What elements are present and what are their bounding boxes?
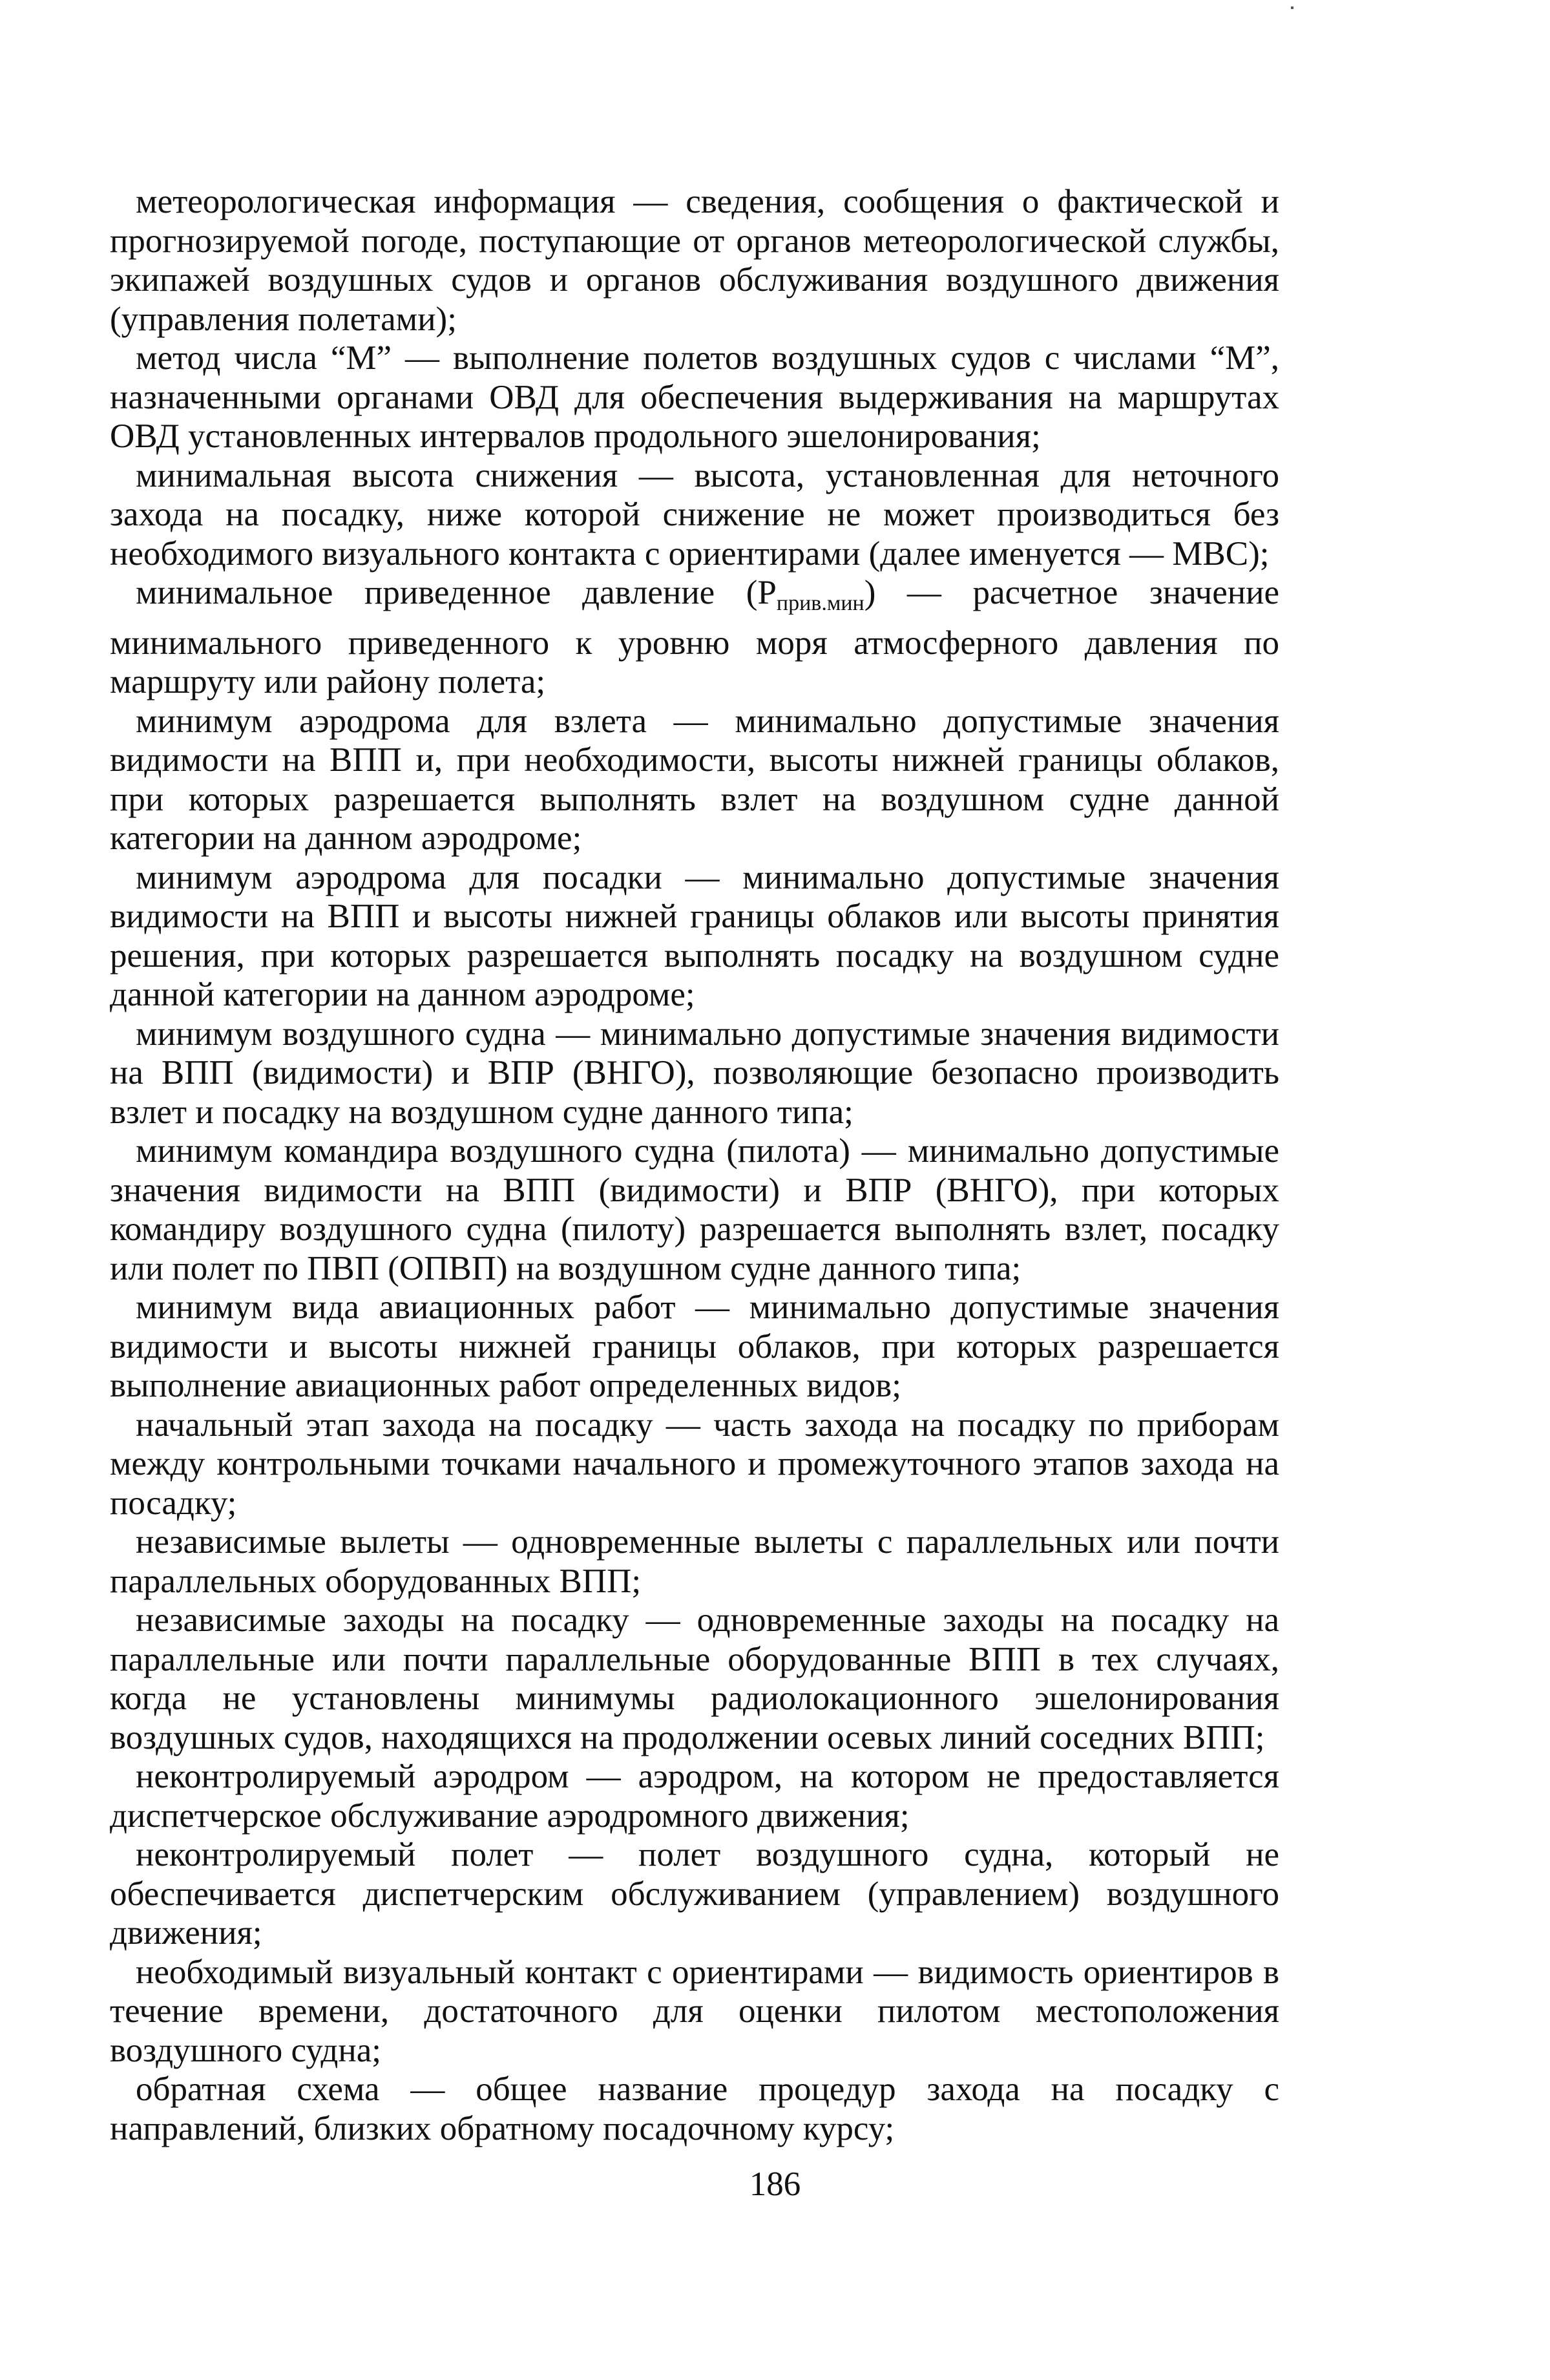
scan-speck <box>1291 6 1293 9</box>
definition-paragraph: метеорологическая информация — сведения, сообщения о фактической и прогнозируемой погоде, поступающие от органов метеорологической службы, экипажей воздушных судов и органов обслуживания воздушного движения (управления полетами); <box>110 183 1279 338</box>
definitions-text <box>110 182 1279 2148</box>
definition-paragraph: независимые заходы на посадку — одновременные заходы на посадку на параллельные или почти параллельные оборудованные ВПП в тех случаях, когда не установлены минимумы радиолокационного эшелонирования воздушных судов, находящихся на продолжении осевых линий соседних ВПП; <box>110 1601 1279 1756</box>
definition-paragraph: минимум воздушного судна — минимально допустимые значения видимости на ВПП (видимости) и ВПР (ВНГО), позволяющие безопасно производить взлет и посадку на воздушном судне данного типа; <box>110 1015 1279 1131</box>
definition-paragraph: метод числа “M” — выполнение полетов воздушных судов с числами “M”, назначенными органами ОВД для обеспечения выдерживания на маршрутах ОВД установленных интервалов продольного эшелонирования; <box>110 339 1279 455</box>
definition-paragraph: минимум аэродрома для посадки — минимально допустимые значения видимости на ВПП и высоты нижней границы облаков или высоты принятия решения, при которых разрешается выполнять посадку на воздушном судне данной категории на данном аэродроме; <box>110 858 1279 1013</box>
definition-text-start: минимальное приведенное давление (P <box>136 574 777 611</box>
definition-paragraph: минимум вида авиационных работ — минимально допустимые значения видимости и высоты нижней границы облаков, при которых разрешается выполнение авиационных работ определенных видов; <box>110 1289 1279 1404</box>
definition-paragraph: минимум командира воздушного судна (пилота) — минимально допустимые значения видимости на ВПП (видимости) и ВПР (ВНГО), при которых командиру воздушного судна (пилоту) разрешается выполнять взлет, посадку или полет по ПВП (ОПВП) на воздушном судне данного типа; <box>110 1132 1279 1287</box>
definition-text-end: ) — расчетное значение минимального приведенного к уровню моря атмосферного давления по маршруту или району полета; <box>110 574 1279 700</box>
subscript: прив.мин <box>776 591 864 615</box>
definition-paragraph: обратная схема — общее название процедур захода на посадку с направлений, близких обратному посадочному курсу; <box>110 2070 1279 2147</box>
page-number: 186 <box>749 2165 801 2203</box>
definition-paragraph: минимум аэродрома для взлета — минимально допустимые значения видимости на ВПП и, при необходимости, высоты нижней границы облаков, при которых разрешается выполнять взлет на воздушном судне данной категории на данном аэродроме; <box>110 702 1279 857</box>
definition-paragraph <box>110 573 1279 702</box>
definition-paragraph: минимальная высота снижения — высота, установленная для неточного захода на посадку, ниже которой снижение не может производиться без необходимого визуального контакта с ориентирами (далее именуется — МВС); <box>110 456 1279 573</box>
definition-paragraph: неконтролируемый аэродром — аэродром, на котором не предоставляется диспетчерское обслуживание аэродромного движения; <box>110 1758 1279 1835</box>
definition-paragraph: начальный этап захода на посадку — часть захода на посадку по приборам между контрольными точками начального и промежуточного этапов захода на посадку; <box>110 1406 1279 1522</box>
definition-paragraph: независимые вылеты — одновременные вылеты с параллельных или почти параллельных оборудованных ВПП; <box>110 1523 1279 1600</box>
definition-paragraph: необходимый визуальный контакт с ориентирами — видимость ориентиров в течение времени, достаточного для оценки пилотом местоположения воздушного судна; <box>110 1953 1279 2069</box>
definition-paragraph: неконтролируемый полет — полет воздушного судна, который не обеспечивается диспетчерским обслуживанием (управлением) воздушного движения; <box>110 1836 1279 1952</box>
